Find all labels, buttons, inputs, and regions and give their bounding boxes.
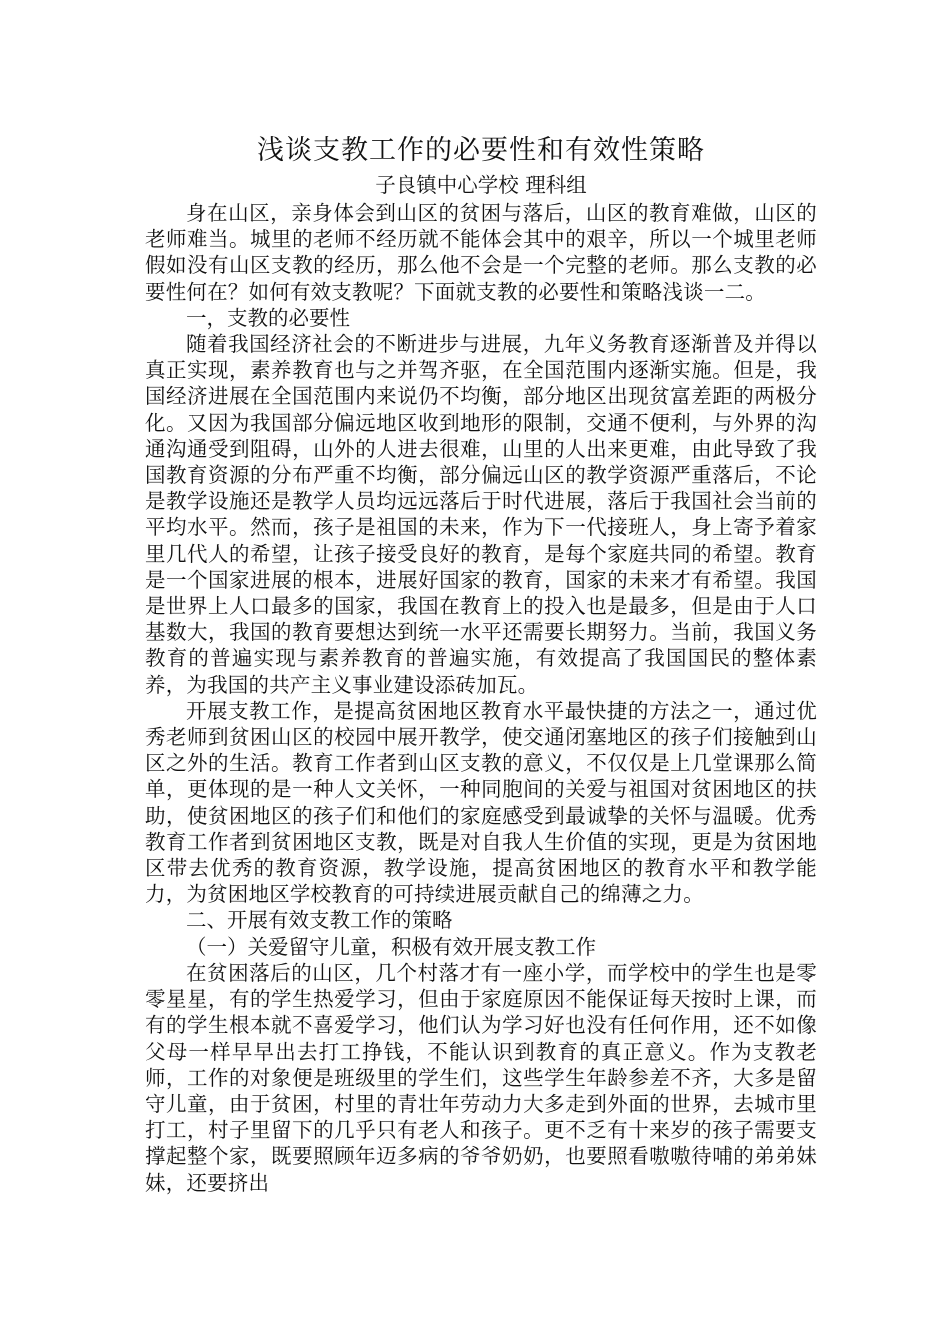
- document-author: 子良镇中心学校 理科组: [375, 173, 587, 197]
- section-heading-2: 二、开展有效支教工作的策略: [186, 908, 453, 933]
- subsection-heading-1: （一）关爱留守儿童，积极有效开展支教工作: [186, 934, 596, 959]
- document-title: 浅谈支教工作的必要性和有效性策略: [257, 135, 705, 166]
- section1-paragraph-1: 随着我国经济社会的不断进步与进展，九年义务教育逐渐普及并得以真正实现，素养教育也与之并驾齐驱，在全国范围内逐渐实施。但是，我国经济进展在全国范围内来说仍不均衡，部分地区出现贫富差距的两极分化。又因为我国部分偏远地区收到地形的限制，交通不便利，与外界的沟通沟通受到阻碍，山外的人进去很难，山里的人出来更难，由此导致了我国教育资源的分布严重不均衡，部分偏远山区的教学资源严重落后，不论是教学设施还是教学人员均远远落后于时代进展，落后于我国社会当前的平均水平。然而，孩子是祖国的未来，作为下一代接班人，身上寄予着家里几代人的希望，让孩子接受良好的教育，是每个家庭共同的希望。教育是一个国家进展的根本，进展好国家的教育，国家的未来才有希望。我国是世界上人口最多的国家，我国在教育上的投入也是最多，但是由于人口基数大，我国的教育要想达到统一水平还需要长期努力。当前，我国义务教育的普遍实现与素养教育的普遍实施，有效提高了我国国民的整体素养，为我国的共产主义事业建设添砖加瓦。: [145, 332, 817, 697]
- intro-paragraph: 身在山区，亲身体会到山区的贫困与落后，山区的教育难做，山区的老师难当。城里的老师不经历就不能体会其中的艰辛，所以一个城里老师假如没有山区支教的经历，那么他不会是一个完整的老师。那么支教的必要性何在？如何有效支教呢？下面就支教的必要性和策略浅谈一二。: [145, 201, 817, 304]
- section2-paragraph-1: 在贫困落后的山区，几个村落才有一座小学，而学校中的学生也是零零星星，有的学生热爱学习，但由于家庭原因不能保证每天按时上课，而有的学生根本就不喜爱学习，他们认为学习好也没有任何作用，还不如像父母一样早早出去打工挣钱，不能认识到教育的真正意义。作为支教老师，工作的对象便是班级里的学生们，这些学生年龄参差不齐，大多是留守儿童，由于贫困，村里的青壮年劳动力大多走到外面的世界，去城市里打工，村子里留下的几乎只有老人和孩子。更不乏有十来岁的孩子需要支撑起整个家，既要照顾年迈多病的爷爷奶奶，也要照看嗷嗷待哺的弟弟妹妹，还要挤出: [145, 960, 817, 1195]
- document-body: [145, 134, 817, 1196]
- section1-paragraph-2: 开展支教工作，是提高贫困地区教育水平最快捷的方法之一，通过优秀老师到贫困山区的校园中展开教学，使交通闭塞地区的孩子们接触到山区之外的生活。教育工作者到山区支教的意义，不仅仅是上几堂课那么简单，更体现的是一种人文关怀，一种同胞间的关爱与祖国对贫困地区的扶助，使贫困地区的孩子们和他们的家庭感受到最诚挚的关怀与温暖。优秀教育工作者到贫困地区支教，既是对自我人生价值的实现，更是为贫困地区带去优秀的教育资源，教学设施，提高贫困地区的教育水平和教学能力，为贫困地区学校教育的可持续进展贡献自己的绵薄之力。: [145, 698, 817, 907]
- section-heading-1: 一，支教的必要性: [186, 305, 350, 330]
